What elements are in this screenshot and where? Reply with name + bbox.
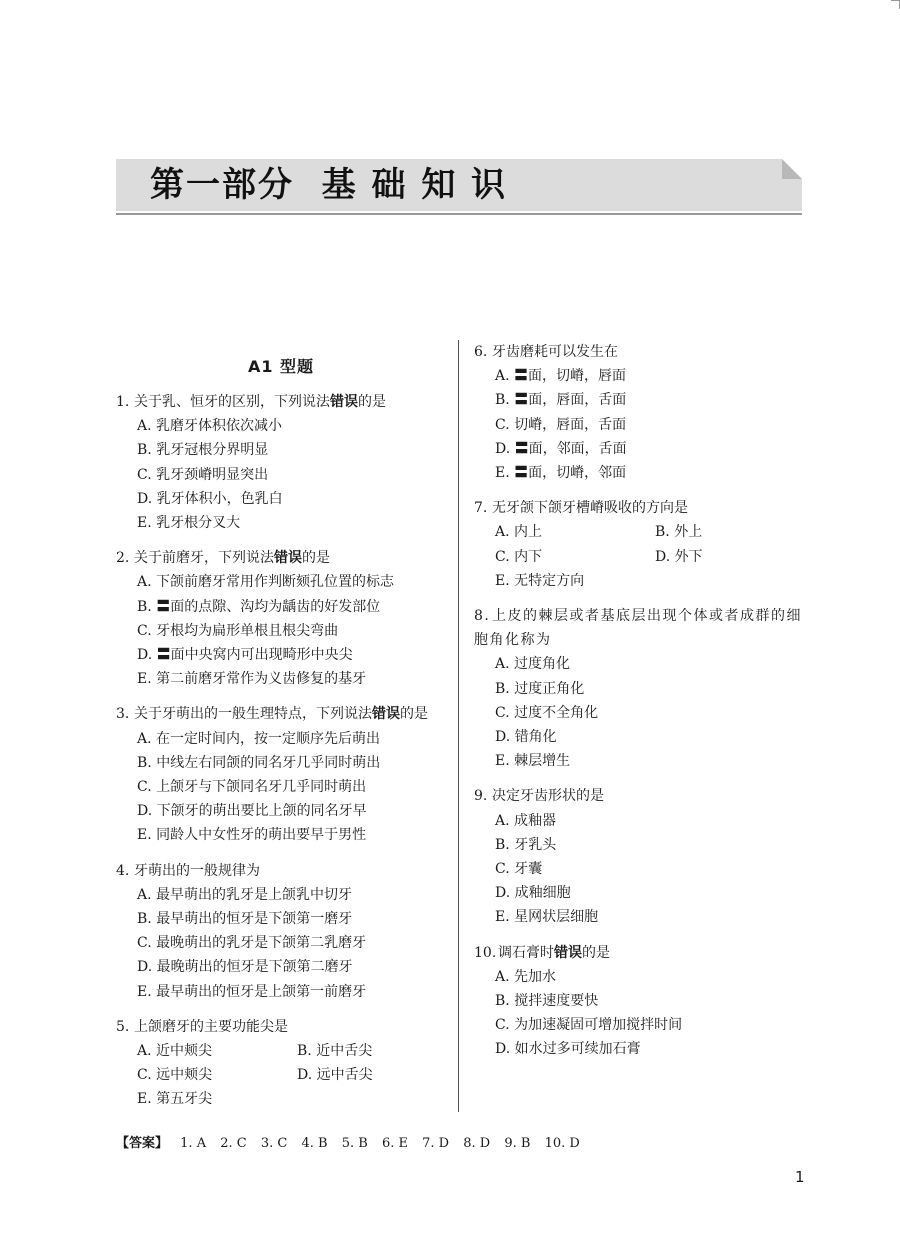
question-stem (116, 390, 446, 414)
option-a: A. 乳磨牙体积依次减小 (137, 418, 283, 435)
option-a: A. 过度角化 (495, 656, 571, 673)
option-d: D. 最晚萌出的恒牙是下颌第二磨牙 (137, 959, 353, 976)
option-c: C. 远中颊尖 (137, 1067, 213, 1084)
stem-text: 的是 (400, 706, 428, 723)
option-c: C. 最晚萌出的乳牙是下颌第二乳磨牙 (137, 935, 367, 952)
question-stem (474, 496, 804, 520)
option-c: C. 过度不全角化 (495, 704, 599, 721)
stem-emphasis: 错误 (274, 550, 302, 567)
option-b: B. 过度正角化 (495, 680, 585, 697)
column-divider (458, 340, 459, 1112)
option-c: C. 内下 (495, 548, 543, 565)
option-a: A. 〓面，切嵴，唇面 (495, 368, 627, 385)
stem-text: 关于牙萌出的一般生理特点，下列说法 (134, 706, 372, 723)
stem-text: 牙萌出的一般规律为 (134, 862, 260, 879)
question-4 (116, 859, 446, 1004)
answer-item: 6. E (381, 1136, 408, 1151)
stem-text: 无牙颌下颌牙槽嵴吸收的方向是 (492, 500, 688, 517)
option-e: E. 〓面，切嵴，邻面 (495, 465, 627, 482)
page-number: 1 (795, 1168, 805, 1186)
part-title-banner (116, 159, 802, 211)
stem-text: 的是 (358, 394, 386, 410)
question-number: 4. (116, 862, 130, 879)
option-b: B. 外上 (655, 524, 703, 541)
option-grid (474, 520, 804, 568)
answer-item: 8. D (463, 1136, 491, 1151)
question-number: 6. (474, 344, 488, 360)
option-e: E. 第五牙尖 (137, 1091, 213, 1108)
question-stem (474, 604, 804, 652)
question-stem (474, 340, 804, 364)
question-number: 1. (116, 394, 130, 410)
crop-mark (891, 0, 900, 9)
question-number: 5. (116, 1018, 130, 1035)
option-e: E. 乳牙根分叉大 (137, 515, 241, 532)
answer-item: 2. C (220, 1136, 247, 1151)
option-a: A. 最早萌出的乳牙是上颌乳中切牙 (137, 886, 353, 903)
option-d: D. 错角化 (495, 729, 557, 746)
stem-emphasis: 错误 (372, 706, 400, 723)
question-9 (474, 784, 804, 929)
part-title: 第一部分 基 础 知 识 (150, 165, 508, 205)
option-d: D. 〓面中央窝内可出现畸形中央尖 (137, 647, 353, 664)
question-2 (116, 546, 446, 691)
question-stem (116, 702, 446, 726)
left-column (116, 350, 446, 1123)
question-number: 2. (116, 550, 130, 567)
option-d: D. 如水过多可续加石膏 (495, 1041, 641, 1058)
stem-emphasis: 错误 (330, 394, 358, 410)
answer-key-label: 【答案】 (116, 1136, 169, 1151)
answer-item: 10. D (544, 1136, 580, 1151)
option-e: E. 最早萌出的恒牙是上颌第一前磨牙 (137, 983, 367, 1000)
option-e: E. 无特定方向 (495, 572, 585, 589)
option-b: B. 最早萌出的恒牙是下颌第一磨牙 (137, 911, 353, 928)
option-a: A. 成釉器 (495, 812, 557, 829)
question-number: 7. (474, 500, 488, 517)
option-c: C. 切嵴，唇面，舌面 (495, 416, 627, 433)
option-d: D. 远中舌尖 (297, 1067, 373, 1084)
option-e: E. 棘层增生 (495, 753, 571, 770)
answer-item: 1. A (180, 1136, 207, 1151)
section-heading: A1 型题 (247, 357, 315, 376)
stem-emphasis: 错误 (554, 944, 582, 961)
option-c: C. 乳牙颈嵴明显突出 (137, 466, 269, 483)
question-3 (116, 702, 446, 847)
answer-item: 7. D (422, 1136, 450, 1151)
stem-text: 关于前磨牙，下列说法 (134, 550, 274, 567)
question-stem (474, 784, 804, 808)
option-d: D. 外下 (655, 548, 703, 565)
question-5 (116, 1015, 446, 1112)
question-number: 8. (474, 608, 491, 625)
option-d: D. 乳牙体积小，色乳白 (137, 490, 283, 507)
option-b: B. 牙乳头 (495, 836, 557, 853)
answer-item: 5. B (341, 1136, 368, 1151)
banner-underline (116, 213, 802, 215)
question-6 (474, 340, 804, 485)
option-grid (116, 1039, 446, 1087)
stem-text: 牙齿磨耗可以发生在 (492, 344, 618, 360)
option-e: E. 星网状层细胞 (495, 909, 599, 926)
option-b: B. 〓面，唇面，舌面 (495, 392, 627, 409)
option-b: B. 乳牙冠根分界明显 (137, 442, 269, 459)
option-b: B. 搅拌速度要快 (495, 993, 599, 1010)
question-8 (474, 604, 804, 773)
option-a: A. 在一定时间内，按一定顺序先后萌出 (137, 730, 381, 747)
option-a: A. 近中颊尖 (137, 1043, 213, 1060)
option-d: D. 下颌牙的萌出要比上颌的同名牙早 (137, 803, 367, 820)
question-number: 10. (474, 944, 497, 961)
option-a: A. 内上 (495, 524, 543, 541)
question-stem (474, 941, 804, 965)
stem-text: 关于乳、恒牙的区别，下列说法 (134, 394, 330, 410)
option-b: B. 中线左右同颌的同名牙几乎同时萌出 (137, 754, 381, 771)
option-d: D. 成釉细胞 (495, 885, 571, 902)
answer-item: 4. B (301, 1136, 328, 1151)
right-column (474, 340, 804, 1073)
stem-text: 的是 (582, 944, 610, 961)
question-stem (116, 1015, 446, 1039)
stem-text: 决定牙齿形状的是 (492, 788, 604, 805)
option-a: A. 先加水 (495, 968, 557, 985)
option-d: D. 〓面，邻面，舌面 (495, 440, 627, 457)
question-number: 9. (474, 788, 488, 805)
question-stem (116, 546, 446, 570)
stem-text: 上皮的棘层或者基底层出现个体或者成群的细胞角化称为 (474, 608, 802, 649)
option-c: C. 牙根均为扁形单根且根尖弯曲 (137, 622, 339, 639)
stem-text: 的是 (302, 550, 330, 567)
answer-key (116, 1134, 590, 1154)
question-stem (116, 859, 446, 883)
option-e: E. 第二前磨牙常作为义齿修复的基牙 (137, 671, 367, 688)
stem-text: 调石膏时 (498, 944, 554, 961)
answer-item: 3. C (260, 1136, 288, 1151)
option-b: B. 近中舌尖 (297, 1043, 373, 1060)
option-a: A. 下颌前磨牙常用作判断颏孔位置的标志 (137, 574, 395, 591)
question-number: 3. (116, 706, 130, 723)
question-7 (474, 496, 804, 593)
question-10 (474, 941, 804, 1062)
answer-item: 9. B (504, 1136, 531, 1151)
option-c: C. 牙囊 (495, 861, 543, 878)
option-e: E. 同龄人中女性牙的萌出要早于男性 (137, 827, 367, 844)
banner-fold-corner (782, 159, 802, 179)
option-b: B. 〓面的点隙、沟均为龋齿的好发部位 (137, 598, 381, 615)
question-1 (116, 390, 446, 535)
stem-text: 上颌磨牙的主要功能尖是 (134, 1018, 288, 1035)
option-c: C. 上颌牙与下颌同名牙几乎同时萌出 (137, 779, 367, 796)
option-c: C. 为加速凝固可增加搅拌时间 (495, 1017, 683, 1034)
